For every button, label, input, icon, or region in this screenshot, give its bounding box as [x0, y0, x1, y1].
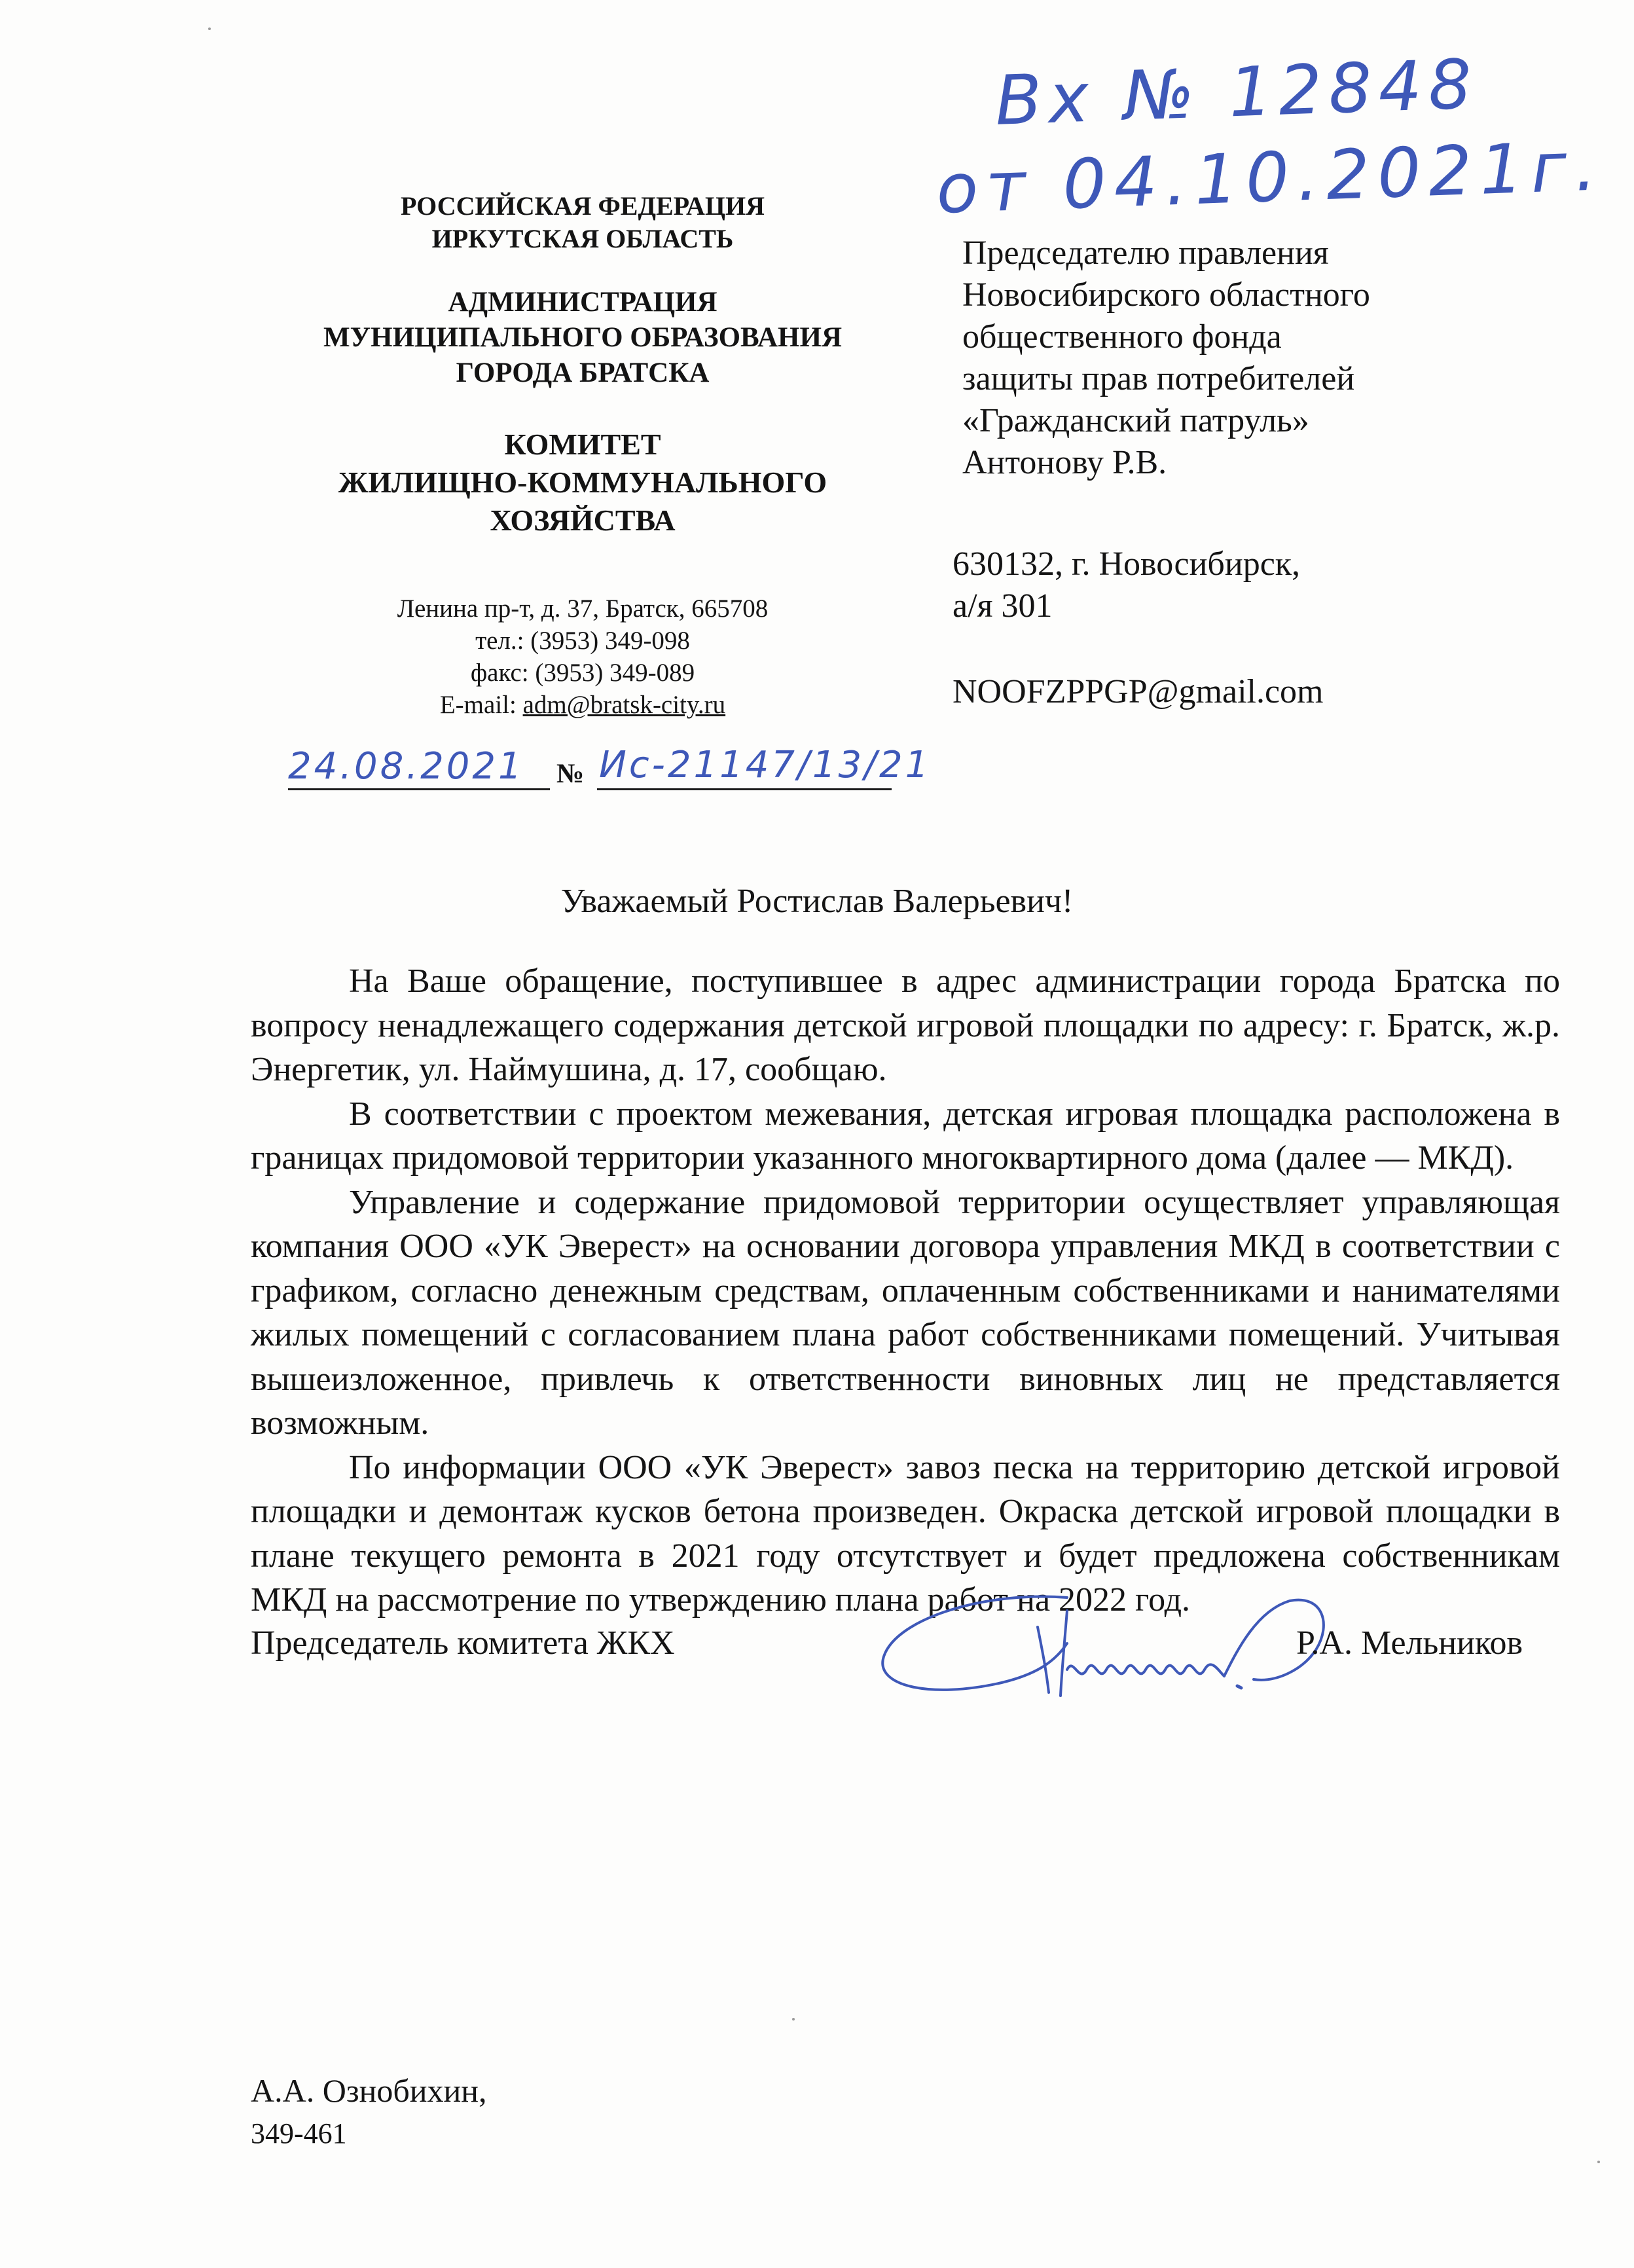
- body-paragraph: По информации ООО «УК Эверест» завоз песка на территорию детской игровой площадки и демонтаж кусков бетона произведен. Окраска детской игровой площадки в плане текущего ремонта в 2021 году отсутствует и будет предложена собственникам МКД на рассмотрение по утверждению плана работ на 2022 год.: [251, 1448, 1560, 1619]
- salutation: Уважаемый Ростислав Валерьевич!: [560, 883, 1074, 920]
- executor-block: [251, 2069, 487, 2155]
- sender-admin-line: АДМИНИСТРАЦИЯ: [448, 287, 717, 318]
- outgoing-date: 24.08.2021: [288, 745, 524, 788]
- sender-committee-line: КОМИТЕТ: [504, 428, 661, 461]
- sender-admin-line: МУНИЦИПАЛЬНОГО ОБРАЗОВАНИЯ: [323, 322, 842, 353]
- sender-region: ИРКУТСКАЯ ОБЛАСТЬ: [431, 224, 734, 253]
- outgoing-number-underline: [597, 788, 892, 790]
- body-paragraph: На Ваше обращение, поступившее в адрес администрации города Братска по вопросу ненадлежащего содержания детской игровой площадки по адресу: г. Братск, ж.р. Энергетик, ул. Наймушина, д. 17, сообщаю.: [251, 962, 1560, 1088]
- sender-committee-line: ЖИЛИЩНО-КОММУНАЛЬНОГО: [338, 466, 827, 499]
- sender-country: РОССИЙСКАЯ ФЕДЕРАЦИЯ: [400, 191, 765, 221]
- sender-committee-line: ХОЗЯЙСТВА: [490, 503, 676, 537]
- sender-email-row: [249, 689, 917, 721]
- body-paragraph: В соответствии с проектом межевания, детская игровая площадка расположена в границах придомовой территории указанного многоквартирного дома (далее — МКД).: [251, 1095, 1560, 1177]
- addressee-block: [962, 232, 1552, 484]
- outgoing-date-underline: [288, 788, 550, 790]
- sender-phone: тел.: (3953) 349-098: [475, 627, 690, 655]
- sender-email-label: E-mail:: [439, 691, 523, 719]
- executor-phone: 349-461: [251, 2117, 347, 2149]
- addressee-line: общественного фонда: [962, 318, 1282, 356]
- outgoing-number-sign: №: [556, 759, 585, 789]
- signer-name: Р.А. Мельников: [1296, 1624, 1523, 1662]
- body-paragraph: Управление и содержание придомовой территории осуществляет управляющая компания ООО «УК Эверест» на основании договора управления МКД в соответствии с графиком, согласно денежным средствам, оплаченным собственниками и нанимателями жилых помещений с согласованием плана работ собственниками помещений. Учитывая вышеизложенное, привлечь к ответственности виновных лиц не представляется возможным.: [251, 1183, 1560, 1442]
- addressee-line: «Гражданский патруль»: [962, 402, 1309, 439]
- scan-speck: [208, 27, 211, 30]
- addressee-postal-line: 630132, г. Новосибирск,: [953, 545, 1301, 583]
- sender-email-link[interactable]: adm@bratsk-city.ru: [522, 691, 726, 719]
- addressee-postal-line: а/я 301: [953, 587, 1053, 625]
- scan-speck: [792, 2018, 795, 2021]
- sender-contacts: [249, 593, 917, 721]
- addressee-name: Антонову Р.В.: [962, 444, 1167, 481]
- addressee-line: Председателю правления: [962, 234, 1329, 272]
- signer-position: Председатель комитета ЖКХ: [251, 1624, 675, 1662]
- addressee-email: NOOFZPPGP@gmail.com: [953, 673, 1324, 710]
- sender-address: Ленина пр-т, д. 37, Братск, 665708: [397, 594, 769, 623]
- handwritten-signature: [871, 1571, 1342, 1722]
- sender-country-block: [249, 190, 917, 255]
- executor-name: А.А. Ознобихин,: [251, 2072, 487, 2109]
- scan-speck: [1597, 2161, 1600, 2163]
- sender-admin-line: ГОРОДА БРАТСКА: [456, 357, 710, 388]
- outgoing-number: Ис-21147/13/21: [599, 744, 932, 786]
- letter-body: [251, 959, 1560, 1622]
- registration-number: Вх № 12848: [994, 44, 1480, 141]
- sender-committee-block: [249, 426, 917, 540]
- addressee-line: защиты прав потребителей: [962, 360, 1355, 397]
- sender-fax: факс: (3953) 349-089: [470, 659, 695, 687]
- addressee-postal: [953, 543, 1300, 627]
- sender-admin-block: [249, 285, 917, 391]
- registration-date: от 04.10.2021г.: [935, 126, 1606, 229]
- addressee-line: Новосибирского областного: [962, 276, 1370, 314]
